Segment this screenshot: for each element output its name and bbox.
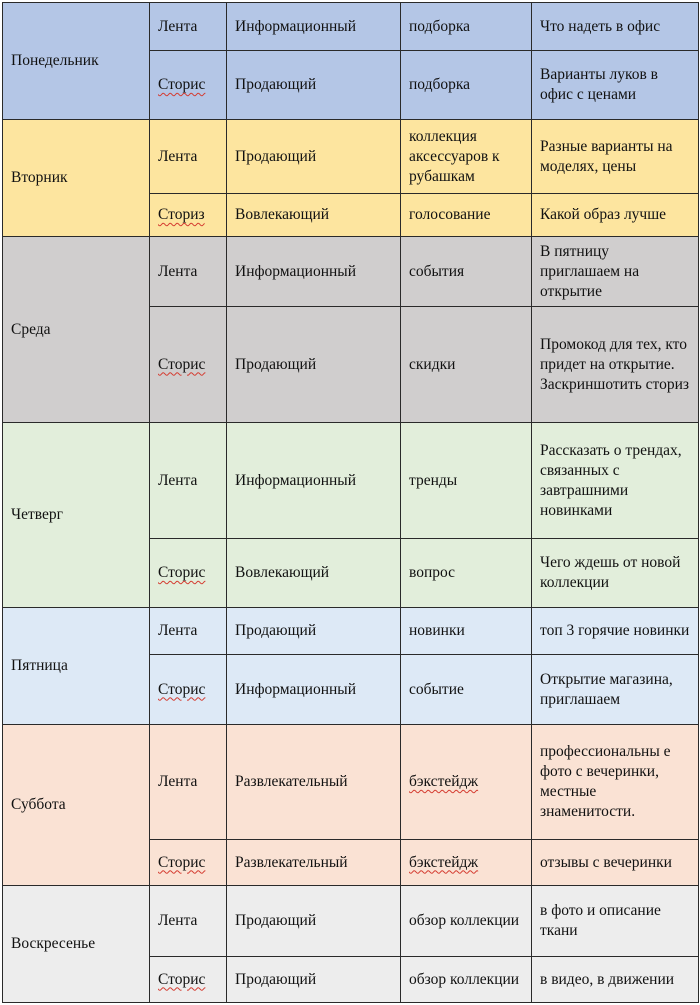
format-cell: событие xyxy=(401,655,532,725)
placement-cell: Лента xyxy=(150,120,227,194)
format-cell xyxy=(401,840,532,886)
format-cell: обзор коллекции xyxy=(401,886,532,957)
idea-cell: Чего ждешь от новой коллекции xyxy=(532,539,699,608)
content-type-cell: Продающий xyxy=(227,608,401,655)
idea-cell: топ 3 горячие новинки xyxy=(532,608,699,655)
idea-cell: Разные варианты на моделях, цены xyxy=(532,120,699,194)
table-row xyxy=(3,886,699,957)
placement-cell xyxy=(150,51,227,120)
day-cell-wednesday: Среда xyxy=(3,237,150,423)
day-cell-sunday: Воскресенье xyxy=(3,886,150,1003)
format-text: бэкстейдж xyxy=(409,773,479,790)
format-cell: вопрос xyxy=(401,539,532,608)
format-cell: новинки xyxy=(401,608,532,655)
format-cell: коллекция аксессуаров к рубашкам xyxy=(401,120,532,194)
content-type-cell: Вовлекающий xyxy=(227,194,401,237)
format-cell: голосование xyxy=(401,194,532,237)
placement-cell xyxy=(150,194,227,237)
placement-cell: Лента xyxy=(150,423,227,539)
placement-cell xyxy=(150,840,227,886)
idea-cell: Рассказать о трендах, связанных с завтрашними новинками xyxy=(532,423,699,539)
placement-text: Сторис xyxy=(158,680,206,698)
placement-cell xyxy=(150,655,227,725)
placement-cell xyxy=(150,539,227,608)
table-row xyxy=(3,608,699,655)
idea-cell: в видео, в движении xyxy=(532,957,699,1003)
format-cell: подборка xyxy=(401,3,532,51)
content-type-cell: Продающий xyxy=(227,120,401,194)
idea-cell: Промокод для тех, кто придет на открытие. Заскриншотить сториз xyxy=(532,307,699,423)
placement-cell xyxy=(150,957,227,1003)
placement-cell: Лента xyxy=(150,886,227,957)
idea-cell: профессиональны е фото с вечеринки, местные знаменитости. xyxy=(532,725,699,840)
table-row xyxy=(3,237,699,307)
content-type-cell: Информационный xyxy=(227,423,401,539)
format-cell: подборка xyxy=(401,51,532,120)
content-type-cell: Информационный xyxy=(227,237,401,307)
placement-text: Сторис xyxy=(158,564,206,581)
idea-cell: в фото и описание ткани xyxy=(532,886,699,957)
format-text: бэкстейдж xyxy=(409,853,479,871)
placement-text: Сторис xyxy=(158,970,206,988)
placement-cell: Лента xyxy=(150,725,227,840)
idea-cell: отзывы с вечеринки xyxy=(532,840,699,886)
table-row xyxy=(3,423,699,539)
format-cell: обзор коллекции xyxy=(401,957,532,1003)
content-type-cell: Информационный xyxy=(227,655,401,725)
content-type-cell: Продающий xyxy=(227,957,401,1003)
placement-text: Сторис xyxy=(158,76,206,93)
day-cell-thursday: Четверг xyxy=(3,423,150,608)
idea-cell: Какой образ лучше xyxy=(532,194,699,237)
day-cell-monday: Понедельник xyxy=(3,3,150,120)
placement-cell: Лента xyxy=(150,3,227,51)
content-type-cell: Развлекательный xyxy=(227,840,401,886)
content-type-cell: Продающий xyxy=(227,51,401,120)
day-cell-tuesday: Вторник xyxy=(3,120,150,237)
content-type-cell: Развлекательный xyxy=(227,725,401,840)
table-row xyxy=(3,725,699,840)
table-row xyxy=(3,3,699,51)
format-cell: события xyxy=(401,237,532,307)
placement-text: Сториз xyxy=(158,206,205,223)
table-row xyxy=(3,120,699,194)
idea-cell: Что надеть в офис xyxy=(532,3,699,51)
placement-cell xyxy=(150,307,227,423)
day-cell-saturday: Суббота xyxy=(3,725,150,886)
placement-cell: Лента xyxy=(150,608,227,655)
placement-cell: Лента xyxy=(150,237,227,307)
content-type-cell: Вовлекающий xyxy=(227,539,401,608)
content-type-cell: Продающий xyxy=(227,307,401,423)
format-cell: тренды xyxy=(401,423,532,539)
idea-cell: В пятницу приглашаем на открытие xyxy=(532,237,699,307)
content-plan-table xyxy=(2,2,699,1003)
idea-cell: Варианты луков в офис с ценами xyxy=(532,51,699,120)
placement-text: Сторис xyxy=(158,853,206,871)
placement-text: Сторис xyxy=(158,355,206,373)
content-type-cell: Информационный xyxy=(227,3,401,51)
content-type-cell: Продающий xyxy=(227,886,401,957)
format-cell xyxy=(401,725,532,840)
day-cell-friday: Пятница xyxy=(3,608,150,725)
idea-cell: Открытие магазина, приглашаем xyxy=(532,655,699,725)
format-cell: скидки xyxy=(401,307,532,423)
